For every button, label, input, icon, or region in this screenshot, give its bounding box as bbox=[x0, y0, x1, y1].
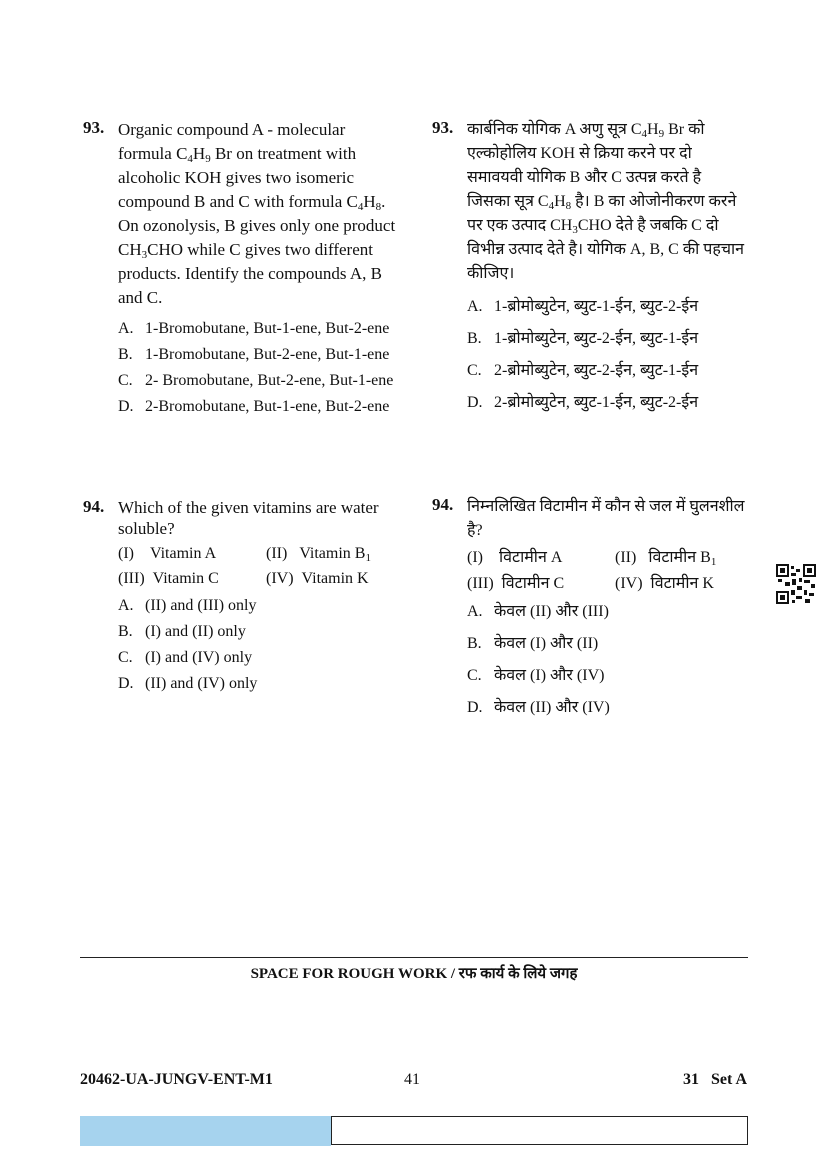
vitamin-list bbox=[467, 547, 748, 595]
option-c[interactable]: C. 2-ब्रोमोब्युटेन, ब्युट-2-ईन, ब्युट-1-ईन bbox=[467, 362, 699, 379]
vitamin-item: (I) विटामीन A bbox=[467, 549, 563, 566]
option-d[interactable]: D. केवल (II) और (IV) bbox=[467, 699, 610, 716]
question-stem: कार्बनिक योगिक A अणु सूत्र $C_4H_9$ Br को एल्कोहोलिय KOH से क्रिया करने पर दो समावयवी योगिक B और C उत्पन्न करते है जिसका सूत्र $C_4H_8$ है। B का ओजोनीकरण करने पर एक उत्पाद $CH_3CHO$ देते है जबकि C दो विभीन्न उत्पाद देते है। योगिक A, B, C की पहचान कीजिए। bbox=[467, 121, 745, 282]
set-label: 31 Set A bbox=[683, 1071, 747, 1088]
left-column-q94 bbox=[83, 497, 401, 699]
option-a[interactable]: A. केवल (II) और (III) bbox=[467, 603, 609, 620]
left-column bbox=[83, 118, 401, 422]
option-b[interactable]: B. 1-Bromobutane, But-2-ene, But-1-ene bbox=[118, 346, 390, 363]
qr-code-icon bbox=[776, 564, 816, 604]
right-column bbox=[432, 118, 748, 424]
option-b[interactable]: B. (I) and (II) only bbox=[118, 623, 246, 640]
question-94-en bbox=[83, 497, 401, 694]
option-c[interactable]: C. केवल (I) और (IV) bbox=[467, 667, 605, 684]
vitamin-item: (II) विटामीन $B_1$ bbox=[615, 549, 717, 568]
rough-work-divider bbox=[80, 957, 748, 958]
vitamins-and-options bbox=[467, 547, 748, 719]
vitamin-item: (II) Vitamin $B_1$ bbox=[266, 545, 371, 564]
footer-empty-box bbox=[331, 1116, 748, 1145]
options-list bbox=[118, 318, 401, 417]
question-number: 94. bbox=[432, 495, 454, 514]
vitamin-item: (III) Vitamin C bbox=[118, 570, 219, 587]
question-93-hi bbox=[432, 118, 748, 414]
option-d[interactable]: D. 2-ब्रोमोब्युटेन, ब्युट-1-ईन, ब्युट-2-ईन bbox=[467, 394, 699, 411]
question-number: 93. bbox=[83, 118, 105, 137]
question-94-hi bbox=[432, 495, 748, 719]
vitamins-and-options bbox=[118, 543, 401, 694]
question-number: 94. bbox=[83, 497, 105, 516]
option-b[interactable]: B. 1-ब्रोमोब्युटेन, ब्युट-2-ईन, ब्युट-1-ईन bbox=[467, 330, 699, 347]
rough-work-label: SPACE FOR ROUGH WORK / रफ कार्य के लिये जगह bbox=[250, 966, 578, 982]
question-93-en bbox=[83, 118, 401, 417]
question-stem: Organic compound A - molecular formula $C_4H_9$ Br on treatment with alcoholic KOH gives two isomeric compound B and C with formula $C_4H_8$. On ozonolysis, B gives only one product $CH_3CHO$ while C gives two different products. Identify the compounds A, B and C. bbox=[118, 120, 396, 307]
right-column-q94 bbox=[432, 495, 748, 729]
vitamin-item: (III) विटामीन C bbox=[467, 575, 565, 592]
question-number: 93. bbox=[432, 118, 454, 137]
page-number: 41 bbox=[404, 1071, 420, 1088]
option-a[interactable]: A. 1-ब्रोमोब्युटेन, ब्युट-1-ईन, ब्युट-2-ईन bbox=[467, 298, 699, 315]
booklet-code: 20462-UA-JUNGV-ENT-M1 bbox=[80, 1071, 273, 1088]
option-b[interactable]: B. केवल (I) और (II) bbox=[467, 635, 599, 652]
footer-color-band bbox=[80, 1116, 331, 1146]
option-c[interactable]: C. (I) and (IV) only bbox=[118, 649, 253, 666]
options-list bbox=[467, 296, 748, 414]
question-stem: Which of the given vitamins are water soluble? bbox=[118, 498, 379, 538]
vitamin-item: (IV) Vitamin K bbox=[266, 570, 369, 587]
option-d[interactable]: D. 2-Bromobutane, But-1-ene, But-2-ene bbox=[118, 398, 390, 415]
option-a[interactable]: A. 1-Bromobutane, But-1-ene, But-2-ene bbox=[118, 320, 390, 337]
option-c[interactable]: C. 2- Bromobutane, But-2-ene, But-1-ene bbox=[118, 372, 394, 389]
vitamin-item: (I) Vitamin A bbox=[118, 545, 217, 562]
option-a[interactable]: A. (II) and (III) only bbox=[118, 597, 257, 614]
vitamin-item: (IV) विटामीन K bbox=[615, 575, 714, 592]
option-d[interactable]: D. (II) and (IV) only bbox=[118, 675, 258, 692]
question-stem: निम्नलिखित विटामीन में कौन से जल में घुलनशील है? bbox=[467, 498, 745, 539]
vitamin-list bbox=[118, 543, 401, 589]
